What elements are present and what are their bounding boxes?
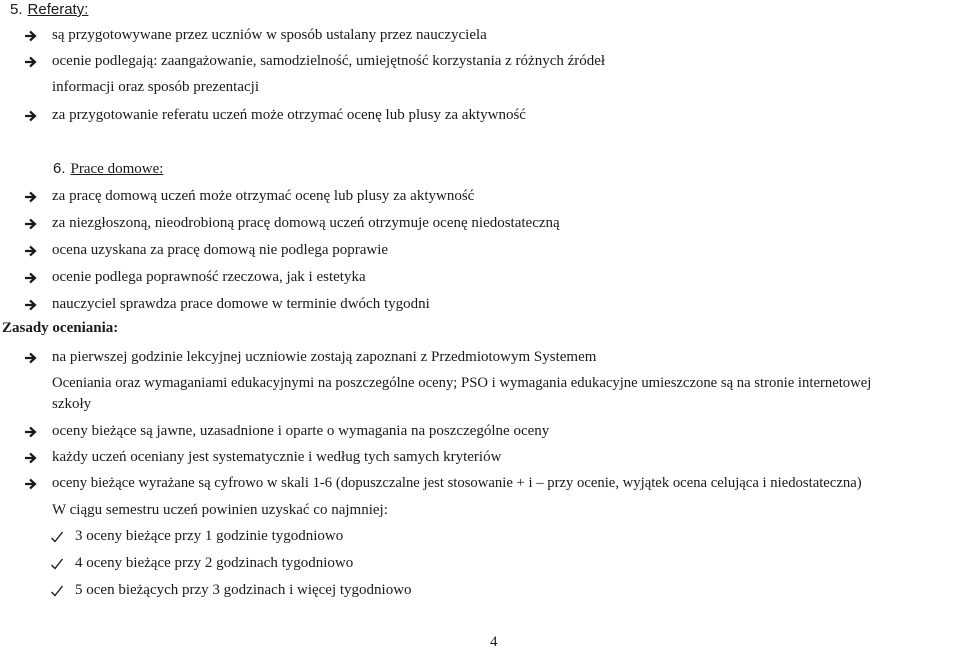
section-label: Prace domowe: — [70, 161, 164, 177]
check-item: 5 ocen bieżących przy 3 godzinach i więcej tygodniowo — [75, 582, 412, 598]
arrow-right-icon — [24, 477, 38, 491]
list-item: za przygotowanie referatu uczeń może otrzymać ocenę lub plusy za aktywność — [52, 107, 526, 123]
arrow-right-icon — [24, 425, 38, 439]
arrow-right-icon — [24, 190, 38, 204]
list-item-continuation: szkoły — [52, 396, 92, 412]
section-6-title — [53, 160, 163, 178]
arrow-right-icon — [24, 55, 38, 69]
section-5-title — [10, 1, 88, 18]
section-label: Referaty: — [27, 1, 89, 18]
checkmark-icon — [50, 557, 64, 571]
list-item: ocenie podlega poprawność rzeczowa, jak i estetyka — [52, 269, 366, 285]
list-item: na pierwszej godzinie lekcyjnej uczniowie zostają zapoznani z Przedmiotowym Systemem — [52, 349, 597, 365]
arrow-right-icon — [24, 298, 38, 312]
section-number: 6. — [53, 160, 66, 177]
list-item: za pracę domową uczeń może otrzymać ocenę lub plusy za aktywność — [52, 188, 475, 204]
list-item: oceny bieżące są jawne, uzasadnione i oparte o wymagania na poszczególne oceny — [52, 423, 550, 439]
list-item: oceny bieżące wyrażane są cyfrowo w skali 1-6 (dopuszczalne jest stosowanie + i – przy ocenie, wyjątek ocena celująca i niedostateczna) — [52, 475, 862, 491]
list-item: każdy uczeń oceniany jest systematycznie i według tych samych kryteriów — [52, 449, 502, 465]
list-item: za niezgłoszoną, nieodrobioną pracę domową uczeń otrzymuje ocenę niedostateczną — [52, 215, 560, 231]
arrow-right-icon — [24, 351, 38, 365]
arrow-right-icon — [24, 217, 38, 231]
arrow-right-icon — [24, 109, 38, 123]
arrow-right-icon — [24, 451, 38, 465]
check-item: 3 oceny bieżące przy 1 godzinie tygodniowo — [75, 528, 344, 544]
list-item: ocenie podlegają: zaangażowanie, samodzielność, umiejętność korzystania z różnych źródeł — [52, 53, 606, 69]
zasady-heading: Zasady oceniania: — [2, 320, 119, 336]
list-item: nauczyciel sprawdza prace domowe w terminie dwóch tygodni — [52, 296, 430, 312]
checkmark-icon — [50, 530, 64, 544]
arrow-right-icon — [24, 271, 38, 285]
check-item: 4 oceny bieżące przy 2 godzinach tygodniowo — [75, 555, 354, 571]
list-item-continuation: informacji oraz sposób prezentacji — [52, 79, 259, 95]
list-item-continuation: Oceniania oraz wymaganiami edukacyjnymi na poszczególne oceny; PSO i wymagania edukacyjne umieszczone są na stronie internetowej — [52, 375, 872, 391]
arrow-right-icon — [24, 29, 38, 43]
checkmark-icon — [50, 584, 64, 598]
list-item: są przygotowywane przez uczniów w sposób ustalany przez nauczyciela — [52, 27, 487, 43]
section-number: 5. — [10, 1, 23, 18]
semester-requirement: W ciągu semestru uczeń powinien uzyskać co najmniej: — [52, 502, 388, 518]
page-number: 4 — [490, 634, 498, 650]
list-item: ocena uzyskana za pracę domową nie podlega poprawie — [52, 242, 389, 258]
arrow-right-icon — [24, 244, 38, 258]
